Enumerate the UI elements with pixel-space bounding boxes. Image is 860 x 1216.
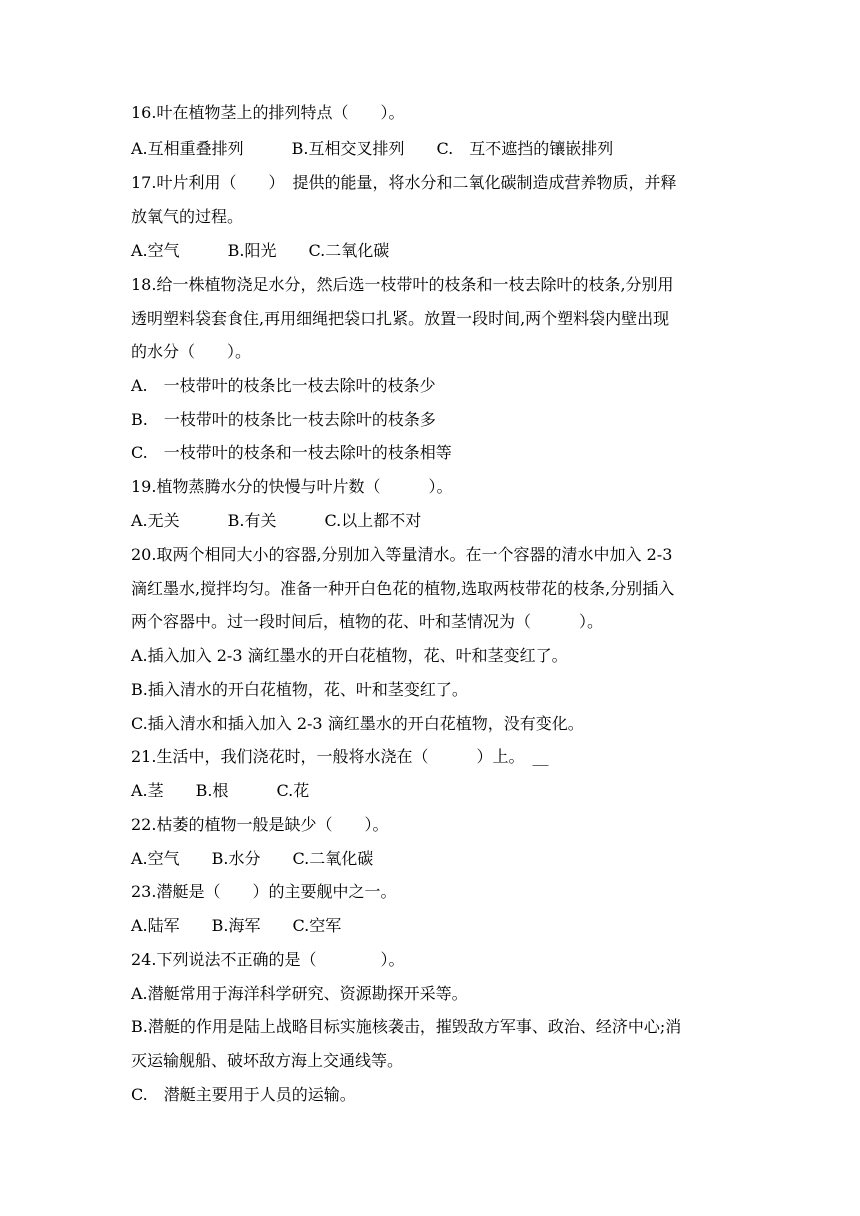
- question-16-stem: 16.叶在植物茎上的排列特点（ ）。: [131, 103, 405, 122]
- question-17-options: A.空气 B.阳光 C.二氧化碳: [131, 241, 390, 260]
- question-20-stem-cont: 滴红墨水,搅拌均匀。准备一种开白色花的植物,选取两枝带花的枝条,分别插入: [131, 579, 675, 598]
- question-24-option-c: C. 潜艇主要用于人员的运输。: [131, 1085, 356, 1104]
- question-20-stem-end: 两个容器中。过一段时间后，植物的花、叶和茎情况为（ ）。: [131, 612, 604, 631]
- question-23-stem: 23.潜艇是（ ）的主要舰中之一。: [131, 882, 397, 901]
- question-21-stem: 21.生活中，我们浇花时，一般将水浇在（ ）上。 __: [131, 747, 549, 766]
- question-19-stem: 19.植物蒸腾水分的快慢与叶片数（ ）。: [131, 477, 453, 496]
- question-18-option-c: C. 一枝带叶的枝条和一枝去除叶的枝条相等: [131, 443, 452, 462]
- question-21-options: A.茎 B.根 C.花: [131, 781, 310, 800]
- question-20-stem: 20.取两个相同大小的容器,分别加入等量清水。在一个容器的清水中加入 2-3: [131, 545, 673, 564]
- question-18-stem-end: 的水分（ ）。: [131, 342, 252, 361]
- question-17-stem: 17.叶片利用（ ） 提供的能量，将水分和二氧化碳制造成营养物质，并释: [131, 173, 677, 192]
- question-19-options: A.无关 B.有关 C.以上都不对: [131, 511, 422, 530]
- question-17-stem-cont: 放氧气的过程。: [131, 207, 244, 226]
- question-18-stem-cont: 透明塑料袋套食住,再用细绳把袋口扎紧。放置一段时间,两个塑料袋内壁出现: [131, 309, 670, 328]
- question-22-options: A.空气 B.水分 C.二氧化碳: [131, 849, 374, 868]
- question-24-option-b-cont: 灭运输舰船、破坏敌方海上交通线等。: [131, 1051, 404, 1070]
- question-24-option-a: A.潜艇常用于海洋科学研究、资源勘探开采等。: [131, 984, 468, 1003]
- question-20-option-b: B.插入清水的开白花植物，花、叶和茎变红了。: [131, 680, 468, 699]
- question-18-stem: 18.给一株植物浇足水分，然后选一枝带叶的枝条和一枝去除叶的枝条,分别用: [131, 275, 674, 294]
- question-20-option-a: A.插入加入 2-3 滴红墨水的开白花植物，花、叶和茎变红了。: [131, 646, 568, 665]
- question-24-option-b: B.潜艇的作用是陆上战略目标实施核袭击，摧毁敌方军事、政治、经济中心;消: [131, 1017, 682, 1036]
- question-18-option-a: A. 一枝带叶的枝条比一枝去除叶的枝条少: [131, 376, 436, 395]
- question-23-options: A.陆军 B.海军 C.空军: [131, 916, 342, 935]
- question-18-option-b: B. 一枝带叶的枝条比一枝去除叶的枝条多: [131, 410, 436, 429]
- question-22-stem: 22.枯萎的植物一般是缺少（ ）。: [131, 815, 389, 834]
- question-24-stem: 24.下列说法不正确的是（ ）。: [131, 950, 405, 969]
- question-16-options: A.互相重叠排列 B.互相交叉排列 C. 互不遮挡的镶嵌排列: [131, 139, 614, 158]
- question-20-option-c: C.插入清水和插入加入 2-3 滴红墨水的开白花植物，没有变化。: [131, 714, 584, 733]
